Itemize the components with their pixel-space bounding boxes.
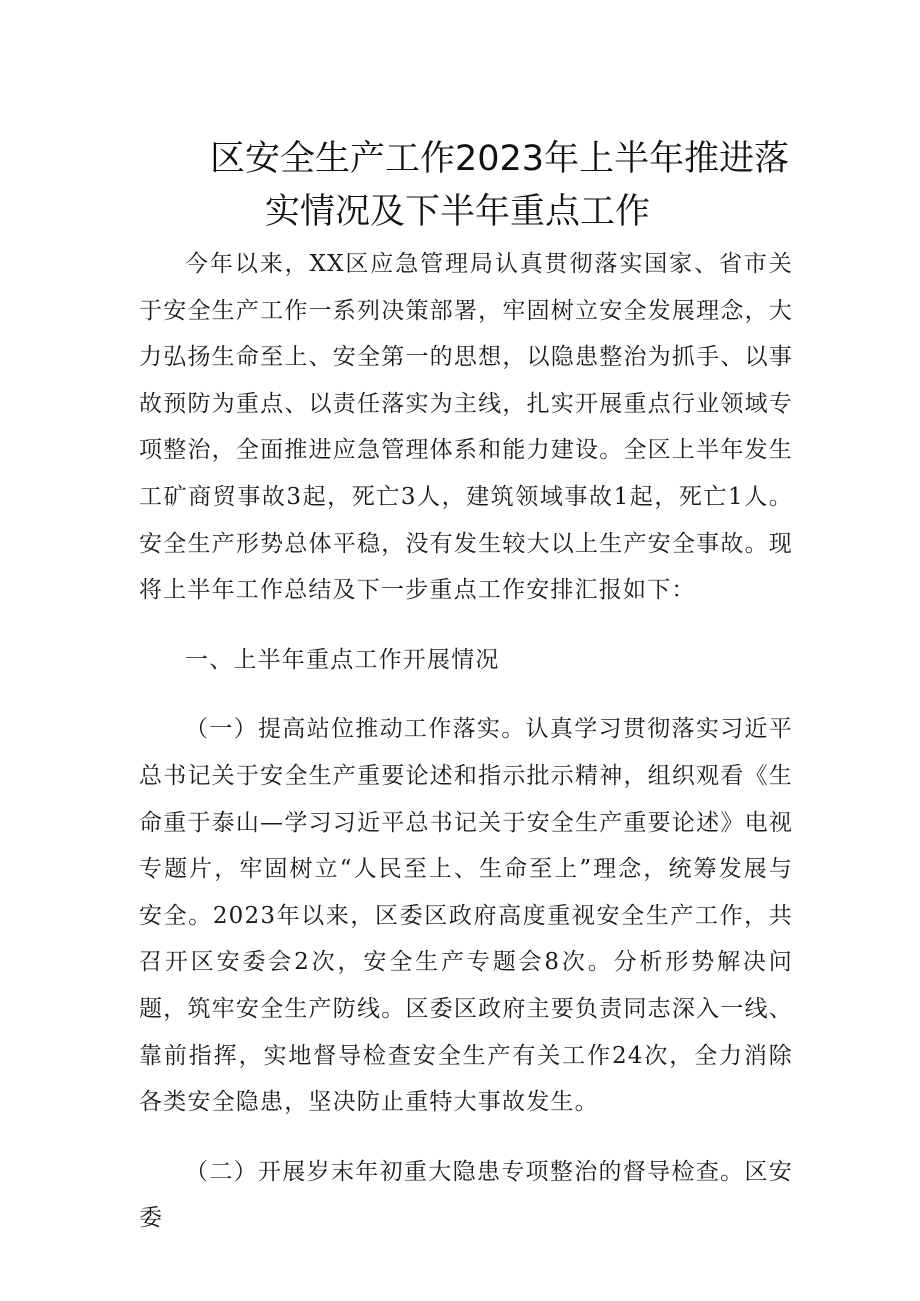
- section-heading: 一、上半年重点工作开展情况: [185, 646, 500, 673]
- document-title: [0, 133, 920, 239]
- item-paragraph-1: （一）提高站位推动工作落实。认真学习贯彻落实习近平总书记关于安全生产重要论述和指示批示精神，组织观看《生命重于泰山—学习习近平总书记关于安全生产重要论述》电视专题片，牢固树立“人民至上、生命至上”理念，统筹发展与安全。2023年以来，区委区政府高度重视安全生产工作，共召开区安委会2次，安全生产专题会8次。分析形势解决问题，筑牢安全生产防线。区委区政府主要负责同志深入一线、靠前指挥，实地督导检查安全生产有关工作24次，全力消除各类安全隐患，坚决防止重特大事故发生。: [139, 716, 793, 1116]
- item-paragraph-2: （二）开展岁末年初重大隐患专项整治的督导检查。区安委: [139, 1158, 793, 1232]
- paragraph-spacer: [139, 614, 793, 637]
- paragraph-spacer: [139, 683, 793, 706]
- paragraph-spacer: [139, 1126, 793, 1149]
- document-body: [139, 241, 793, 1242]
- intro-paragraph: 今年以来，XX区应急管理局认真贯彻落实国家、省市关于安全生产工作一系列决策部署，牢固树立安全发展理念，大力弘扬生命至上、安全第一的思想，以隐患整治为抓手、以事故预防为重点、以责任落实为主线，扎实开展重点行业领域专项整治，全面推进应急管理体系和能力建设。全区上半年发生工矿商贸事故3起，死亡3人，建筑领域事故1起，死亡1人。安全生产形势总体平稳，没有发生较大以上生产安全事故。现将上半年工作总结及下一步重点工作安排汇报如下：: [139, 251, 793, 604]
- title-line-1: 区安全生产工作2023年上半年推进落: [210, 139, 790, 179]
- title-line-2: 实情况及下半年重点工作: [265, 192, 651, 232]
